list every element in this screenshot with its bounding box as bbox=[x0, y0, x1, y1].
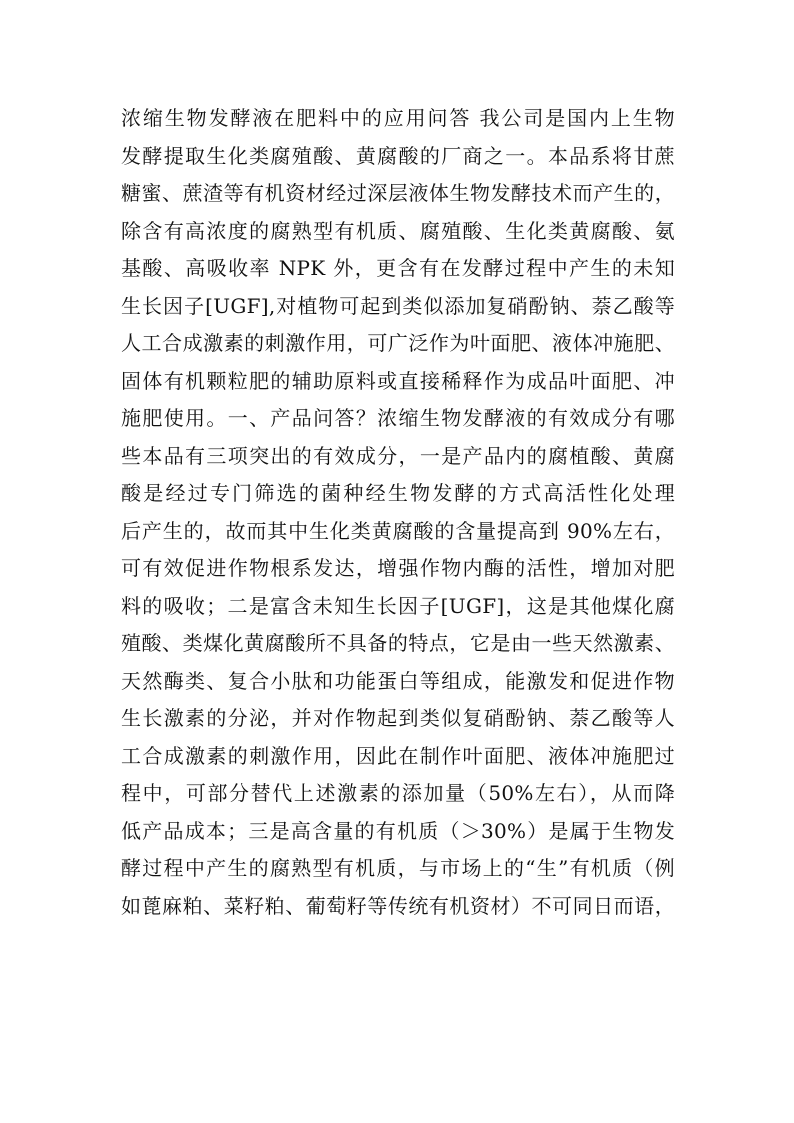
text-line: 低产品成本；三是高含量的有机质（＞30%）是属于生物发 bbox=[121, 818, 675, 843]
text-line: 后产生的，故而其中生化类黄腐酸的含量提高到 90%左右， bbox=[121, 518, 675, 543]
text-line: 殖酸、类煤化黄腐酸所不具备的特点，它是由一些天然激素、 bbox=[121, 631, 675, 655]
text-line: 工合成激素的刺激作用，因此在制作叶面肥、液体冲施肥过 bbox=[121, 743, 675, 768]
text-line: 固体有机颗粒肥的辅助原料或直接稀释作为成品叶面肥、冲 bbox=[121, 368, 675, 393]
text-line: 程中，可部分替代上述激素的添加量（50%左右），从而降 bbox=[121, 781, 675, 805]
text-line: 基酸、高吸收率 NPK 外，更含有在发酵过程中产生的未知 bbox=[121, 256, 675, 280]
text-line: 天然酶类、复合小肽和功能蛋白等组成，能激发和促进作物 bbox=[121, 668, 675, 693]
text-line: 生长激素的分泌，并对作物起到类似复硝酚钠、萘乙酸等人 bbox=[121, 706, 675, 730]
text-line: 可有效促进作物根系发达，增强作物内酶的活性，增加对肥 bbox=[121, 556, 675, 580]
text-line: 浓缩生物发酵液在肥料中的应用问答 我公司是国内上生物 bbox=[121, 106, 675, 130]
text-line: 人工合成激素的刺激作用，可广泛作为叶面肥、液体冲施肥、 bbox=[121, 331, 675, 355]
text-line: 施肥使用。一、产品问答？浓缩生物发酵液的有效成分有哪 bbox=[121, 406, 675, 430]
body-paragraph bbox=[121, 100, 675, 925]
text-line: 些本品有三项突出的有效成分，一是产品内的腐植酸、黄腐 bbox=[121, 443, 675, 468]
text-line: 生长因子[UGF],对植物可起到类似添加复硝酚钠、萘乙酸等 bbox=[121, 293, 675, 318]
text-line: 糖蜜、蔗渣等有机资材经过深层液体生物发酵技术而产生的， bbox=[121, 181, 675, 205]
text-line: 除含有高浓度的腐熟型有机质、腐殖酸、生化类黄腐酸、氨 bbox=[121, 218, 675, 243]
text-line: 发酵提取生化类腐殖酸、黄腐酸的厂商之一。本品系将甘蔗 bbox=[121, 143, 675, 168]
text-line: 酵过程中产生的腐熟型有机质，与市场上的“生”有机质（例 bbox=[121, 856, 675, 880]
text-line: 如蓖麻粕、菜籽粕、葡萄籽等传统有机资材）不可同日而语， bbox=[121, 893, 675, 918]
text-line: 料的吸收；二是富含未知生长因子[UGF]，这是其他煤化腐 bbox=[121, 593, 675, 618]
text-line: 酸是经过专门筛选的菌种经生物发酵的方式高活性化处理 bbox=[121, 481, 675, 505]
